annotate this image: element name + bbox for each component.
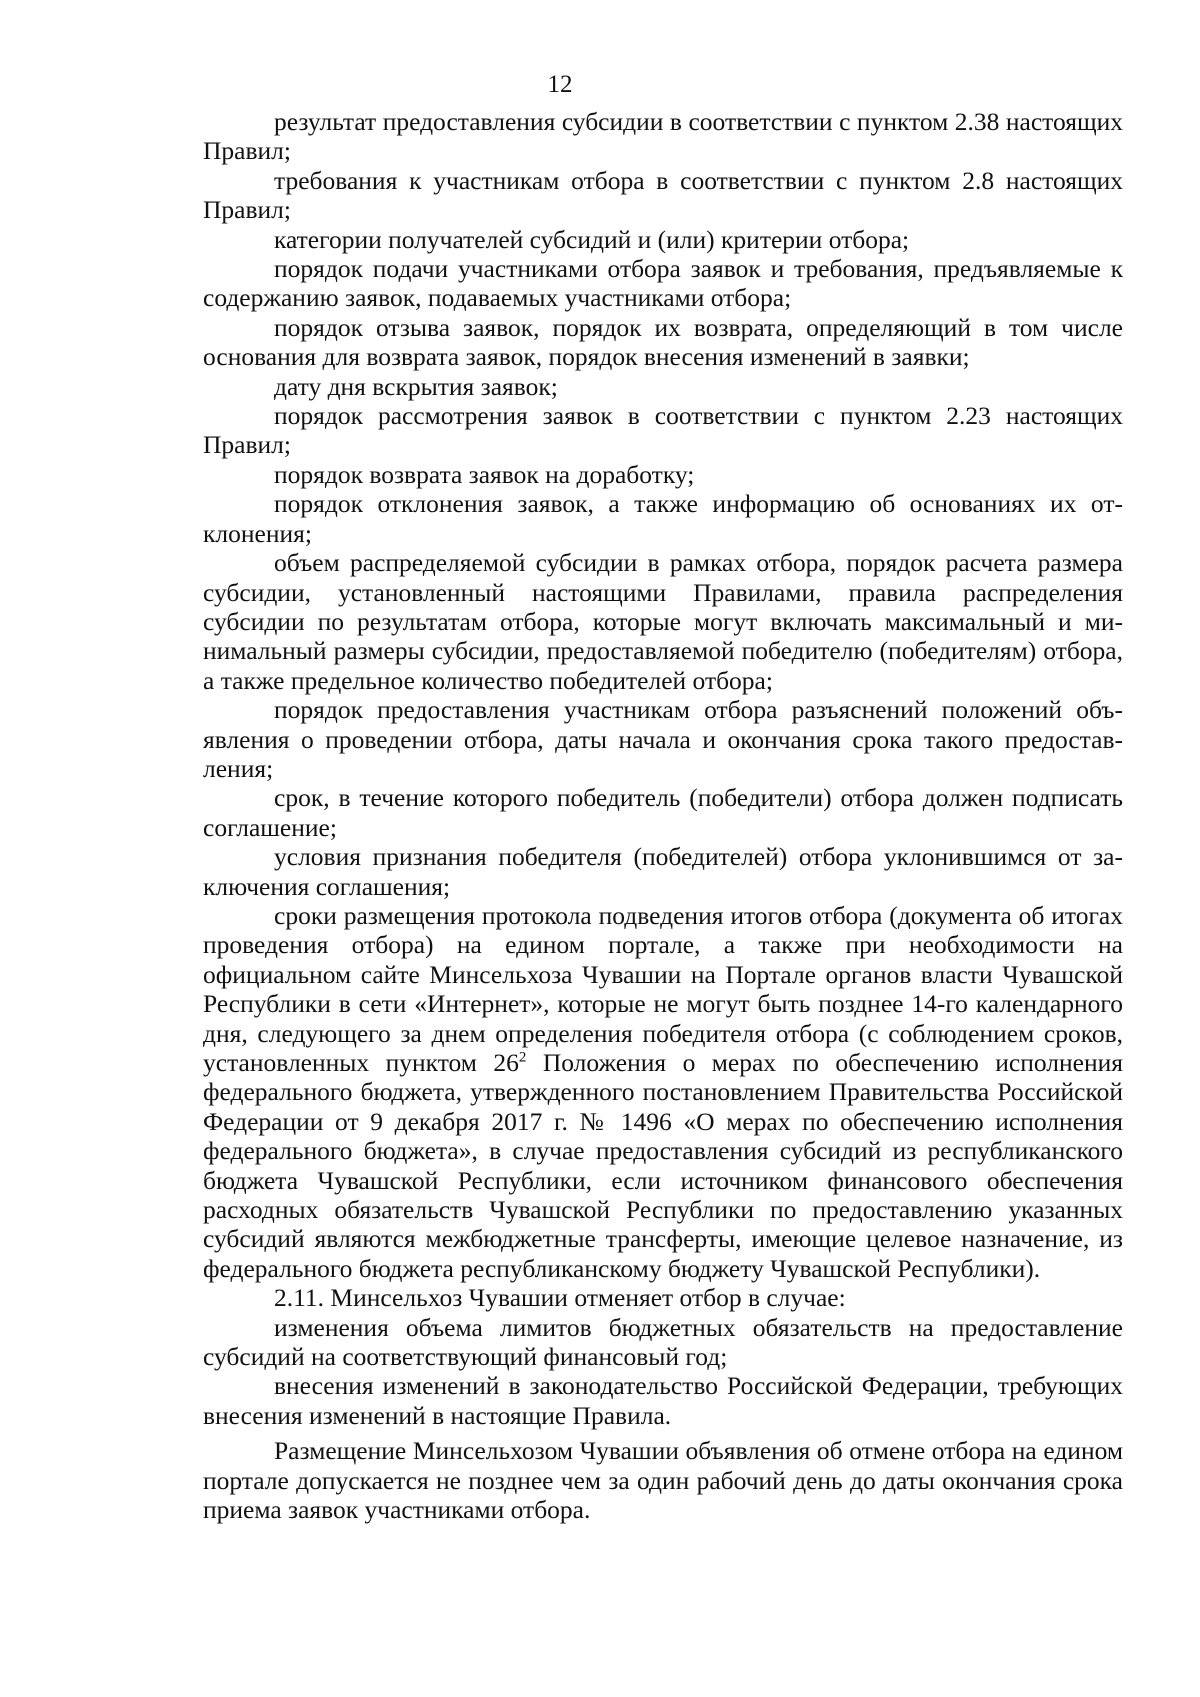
paragraph-rejection-order: порядок отклонения заявок, а также информацию об основаниях их отклонения; (203, 489, 1123, 548)
protocol-text-start: сроки размещения протокола подведения итогов отбора (документа об итогах проведения отбора) на едином портале, а также при необходимости на официальном сайте Минсельхоза Чувашии на Портале органов власти Чувашской Республики в сети «Интернет», которые не могут быть позднее 14-го календарного дня, следующего за днем определения победителя отбора (с соблюдением сроков, установленных пунктом 26 (203, 900, 1123, 1077)
paragraph-return-for-revision: порядок возврата заявок на доработку; (274, 459, 695, 489)
section-2-11-item-legislation: внесения изменений в законодательство Российской Федерации, требующих внесения изменений в настоящие Правила. (203, 1371, 1123, 1430)
paragraph-categories: категории получателей субсидий и (или) критерии отбора; (274, 224, 910, 254)
document-body (203, 107, 1123, 1525)
paragraph-review-order: порядок рассмотрения заявок в соответствии с пунктом 2.23 настоящих Правил; (203, 401, 1123, 460)
paragraph-submission-order: порядок подачи участниками отбора заявок и требования, предъявляемые к содержанию заявок, подаваемых участниками отбора; (203, 254, 1123, 313)
section-2-11-heading: 2.11. Минсельхоз Чувашии отменяет отбор в случае: (274, 1283, 846, 1313)
paragraph-withdrawal-order: порядок отзыва заявок, порядок их возврата, определяющий в том числе основания для возврата заявок, порядок внесения изменений в заявки; (203, 312, 1123, 372)
paragraph-signing-term: срок, в течение которого победитель (победители) отбора должен подписать соглашение; (203, 783, 1123, 842)
section-2-11-closing: Размещение Минсельхозом Чувашии объявления об отмене отбора на едином портале допускается не позднее чем за один рабочий день до даты окончания срока приема заявок участниками отбора. (203, 1436, 1123, 1525)
paragraph-requirements: требования к участникам отбора в соответствии с пунктом 2.8 настоящих Правил; (203, 165, 1123, 225)
paragraph-clarifications: порядок предоставления участникам отбора разъяснений положений объявления о проведении отбора, даты начала и окончания срока такого предоставления; (203, 695, 1123, 783)
footnote-superscript: 2 (518, 1049, 527, 1066)
paragraph-subsidy-volume: объем распределяемой субсидии в рамках отбора, порядок расчета размера субсидии, установленный настоящими Правилами, правила распределения субсидии по результатам отбора, которые могут включать максимальный и минимальный размеры субсидии, предоставляемой победителю (победителям) отбора, а также предельное количество победителей отбора; (203, 548, 1123, 695)
paragraph-evasion-conditions: условия признания победителя (победителей) отбора уклонившимся от заключения соглашения; (203, 842, 1123, 901)
paragraph-opening-date: дату дня вскрытия заявок; (274, 371, 558, 401)
protocol-text-end: Положения о мерах по обеспечению исполнения федерального бюджета, утвержденного постановлением Правительства Российской Федерации от 9 декабря 2017 г. № 1496 «О мерах по обеспечению исполнения федерального бюджета», в случае предоставления субсидий из республиканского бюджета Чувашской Республики, если источником финансового обеспечения расходных обязательств Чувашской Республики по предоставлению указанных субсидий являются межбюджетные трансферты, имеющие целевое назначение, из федерального бюджета республиканскому бюджету Чувашской Республики). (203, 1048, 1123, 1283)
paragraph-protocol-deadlines (203, 901, 1123, 1283)
page-number: 12 (547, 71, 573, 98)
paragraph-result: результат предоставления субсидии в соответствии с пунктом 2.38 настоящих Правил; (203, 107, 1123, 166)
section-2-11-item-limits: изменения объема лимитов бюджетных обязательств на предоставление субсидий на соответствующий финансовый год; (203, 1312, 1123, 1372)
